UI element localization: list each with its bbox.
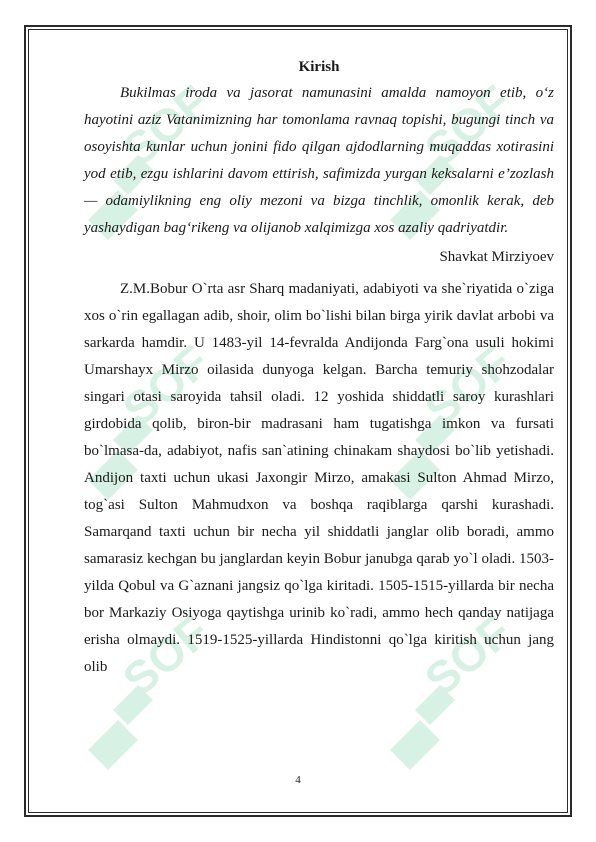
section-heading: Kirish [298, 59, 340, 75]
watermark-text: SOF [112, 75, 219, 176]
document-content [84, 54, 554, 681]
page-number: 4 [295, 774, 301, 786]
epigraph-quote: Bukilmas iroda va jasorat namunasini amalda namoyon etib, o‘z hayotini aziz Vatanimizning har tomonlama ravnaq topishi, bugungi tinch va osoyishta kunlar uchun jonini fido qilgan ajdodlarning muqaddas xotirasini yod etib, ezgu ishlarini davom ettirish, safimizda yurgan keksalarni e’zozlash — odamiylikning eng oliy mezoni va bizga tinchlik, omonlik kerak, deb yashaydigan bag‘rikeng va olijanob xalqimizga xos azaliy qadriyatdir. [84, 85, 554, 236]
watermark-text: SOF [414, 75, 521, 176]
body-paragraph: Z.M.Bobur O`rta asr Sharq madaniyati, adabiyoti va she`riyatida o`ziga xos o`rin egallagan adib, shoir, olim bo`lishi bilan birga yirik davlat arbobi va sarkarda hamdir. U 1483-yil 14-fevralda Andijonda Farg`ona usuli hokimi Umarshayx Mirzo oilasida dunyoga kelgan. Barcha temuriy shohzodalar singari otasi saroyida tahsil oladi. 12 yoshida shiddatli saroy kurashlari girdobida qolib, biron-bir madrasani ham tugatishga imkon va fursati bo`lmasa-da, adabiyot, nafis san`atining chinakam shaydosi bo`lib yetishadi. Andijon taxti uchun ukasi Jaxongir Mirzo, amakasi Sulton Ahmad Mirzo, tog`asi Sulton Mahmudxon va boshqa raqiblarga qarshi kurashadi. Samarqand taxti uchun bir necha yil shiddatli janglar olib boradi, ammo samarasiz kechgan bu janglardan keyin Bobur janubga qarab yo`l oladi. 1503-yilda Qobul va G`aznani jangsiz qo`lga kiritadi. 1505-1515-yillarda bir necha bor Markaziy Osiyoga qaytishga urinib ko`radi, ammo hech qanday natijaga erisha olmaydi. 1519-1525-yillarda Hindistonni qo`lga kiritish uchun jang olib [84, 281, 554, 675]
epigraph-author: Shavkat Mirziyoev [439, 249, 554, 265]
watermark-text: SOF [414, 605, 521, 706]
watermark-text: SOF [112, 605, 219, 706]
watermark-text: SOF [112, 335, 219, 436]
watermark-text: SOF [414, 335, 521, 436]
